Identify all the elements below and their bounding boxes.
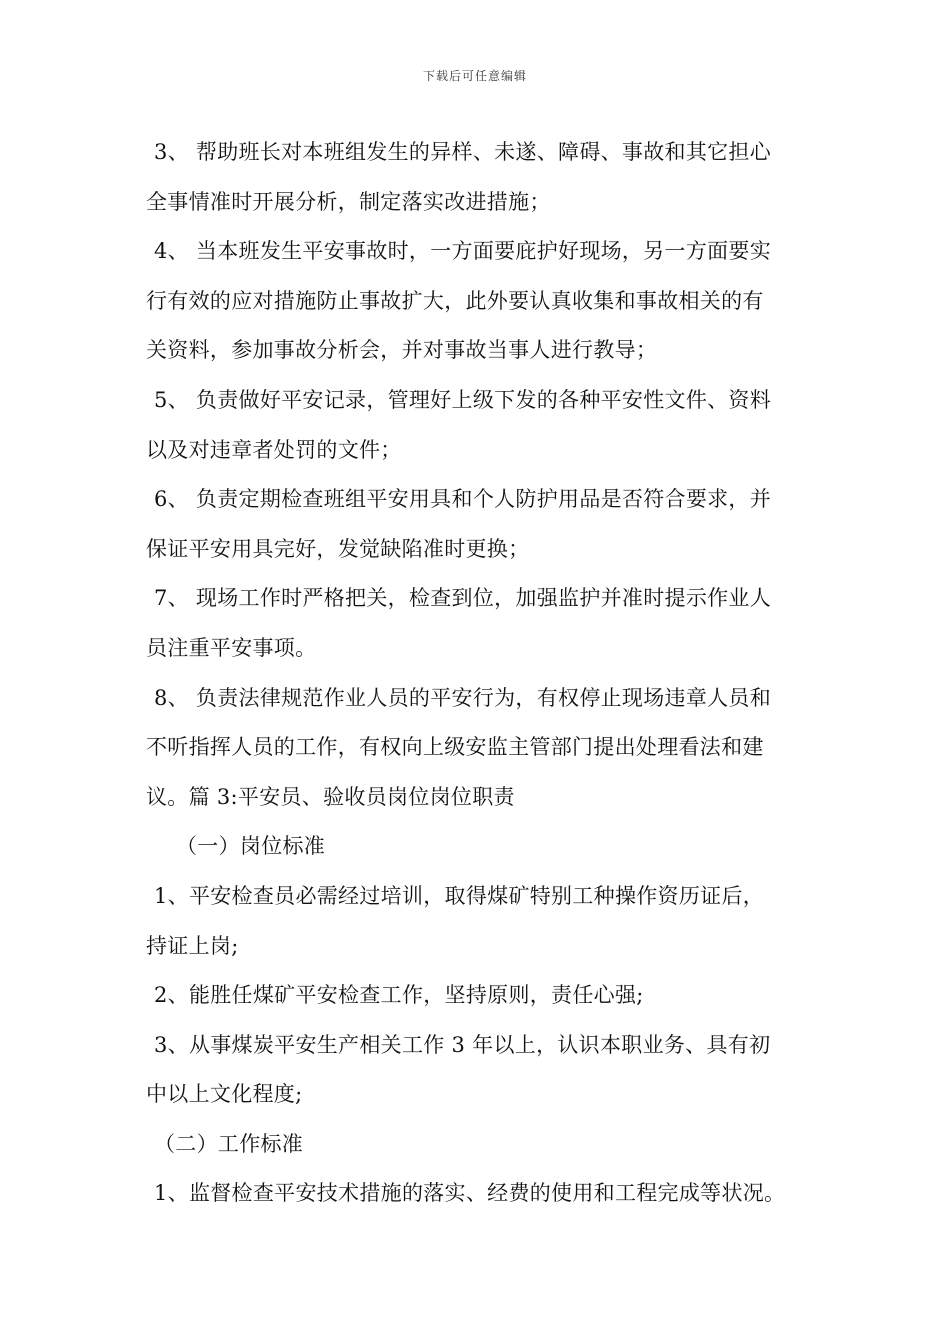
text-line: 4、 当本班发生平安事故时，一方面要庇护好现场，另一方面要实 [154, 239, 772, 264]
text-line: 全事情准时开展分析，制定落实改进措施； [146, 189, 551, 214]
text-line: 5、 负责做好平安记录，管理好上级下发的各种平安性文件、资料 [154, 387, 772, 412]
text-line: 8、 负责法律规范作业人员的平安行为，有权停止现场违章人员和 [154, 685, 772, 710]
document-body [146, 128, 816, 1219]
text-line: 不听指挥人员的工作，有权向上级安监主管部门提出处理看法和建 [146, 735, 764, 760]
text-line: 1、平安检查员必需经过培训，取得煤矿特别工种操作资历证后， [154, 883, 765, 908]
text-line: 保证平安用具完好，发觉缺陷准时更换； [146, 536, 530, 561]
page-header: 下载后可任意编辑 [422, 69, 527, 83]
text-line: 6、 负责定期检查班组平安用具和个人防护用品是否符合要求，并 [154, 487, 772, 512]
text-line: （一）岗位标准 [176, 834, 326, 859]
text-line: 中以上文化程度; [146, 1082, 303, 1107]
text-line: 7、 现场工作时严格把关，检查到位，加强监护并准时提示作业人 [154, 586, 772, 611]
text-line: 3、从事煤炭平安生产相关工作 3 年以上，认识本职业务、具有初 [154, 1032, 771, 1057]
text-line: 3、 帮助班长对本班组发生的异样、未遂、障碍、事故和其它担心 [154, 140, 772, 164]
text-line: 关资料，参加事故分析会，并对事故当事人进行教导； [146, 338, 658, 363]
text-line: （二）工作标准 [154, 1131, 304, 1156]
text-line: 员注重平安事项。 [146, 635, 317, 660]
text-line: 持证上岗; [146, 933, 239, 958]
text-line: 议。篇 3:平安员、验收员岗位岗位职责 [146, 784, 515, 809]
text-line: 以及对违章者处罚的文件； [146, 437, 402, 462]
text-line: 1、监督检查平安技术措施的落实、经费的使用和工程完成等状况。 [154, 1181, 786, 1206]
text-line: 行有效的应对措施防止事故扩大，此外要认真收集和事故相关的有 [146, 288, 764, 313]
text-line: 2、能胜任煤矿平安检查工作，坚持原则，责任心强; [154, 983, 644, 1008]
